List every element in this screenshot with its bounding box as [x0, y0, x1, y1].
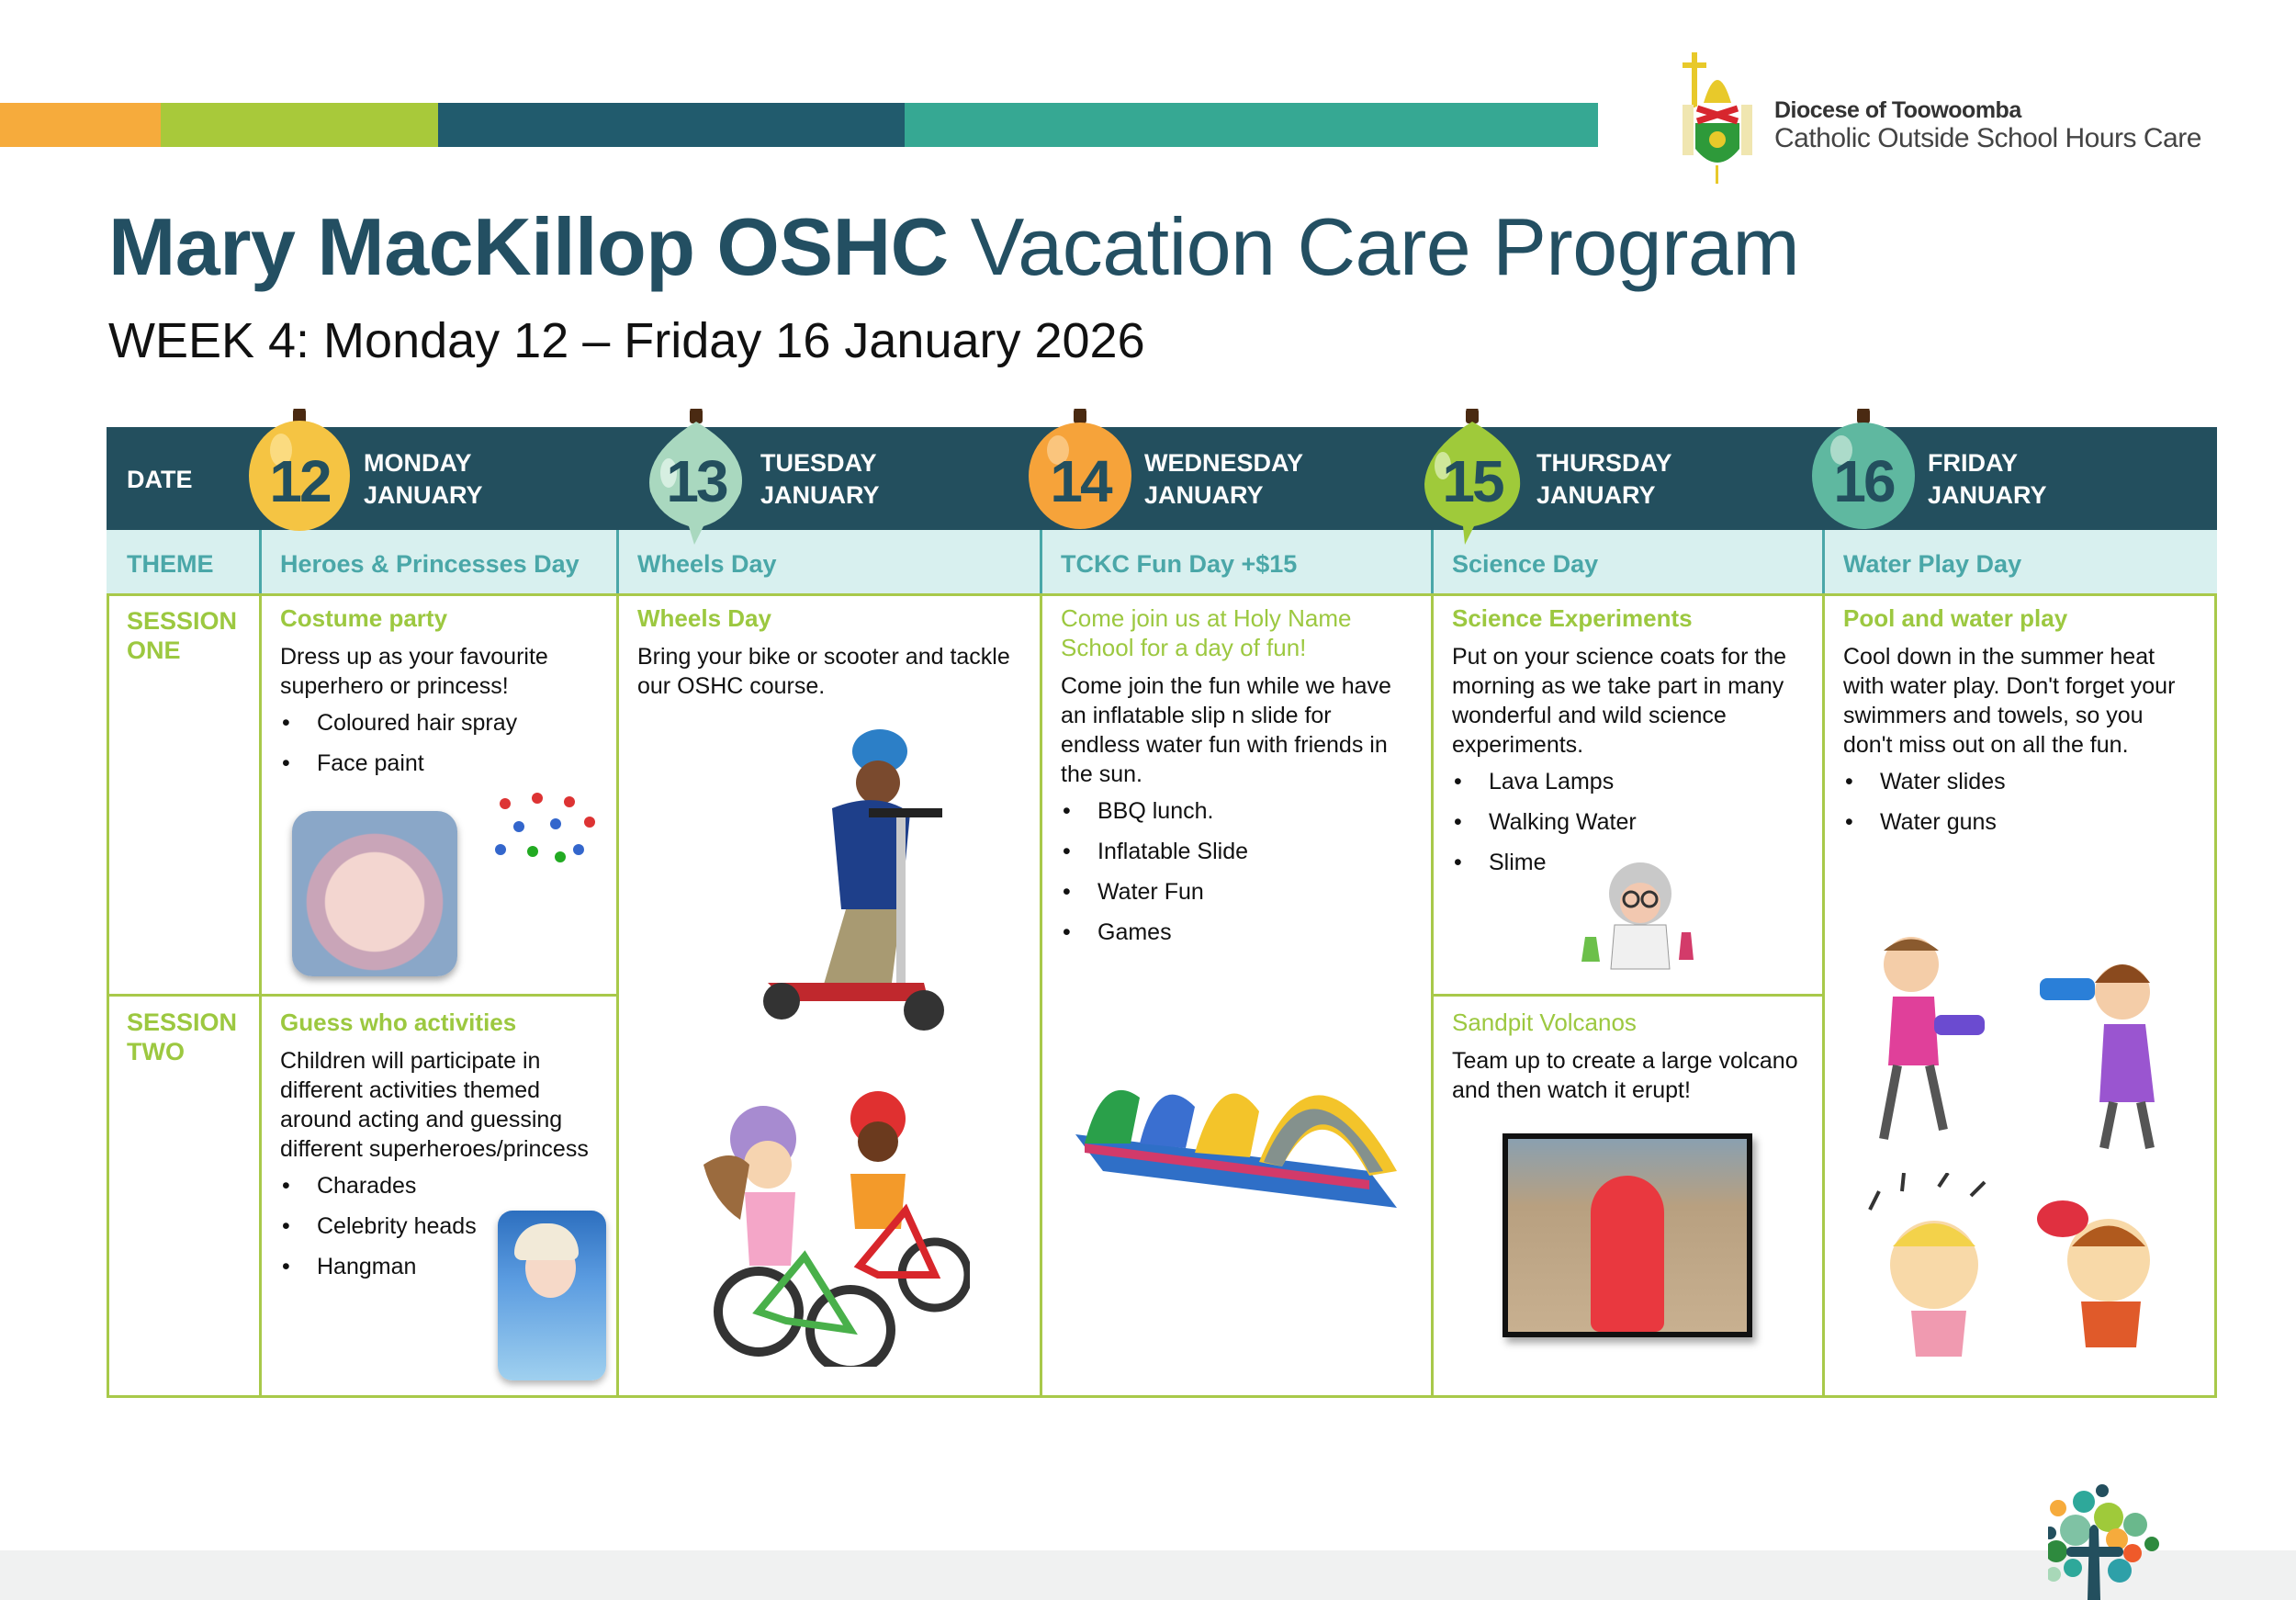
- list-item: • Hangman: [280, 1252, 602, 1281]
- day-name: [364, 447, 483, 512]
- list-item: • Water slides: [1843, 767, 2197, 796]
- scientist-clipart: [1567, 859, 1714, 974]
- divider: [1040, 530, 1042, 595]
- month: JANUARY: [1928, 481, 2047, 509]
- scooter-photo: [713, 726, 1016, 1038]
- divider: [1431, 530, 1434, 595]
- session-word: SESSION: [127, 607, 238, 635]
- activity-heading: Pool and water play: [1843, 604, 2068, 632]
- divider: [107, 593, 109, 1398]
- activity-description: Children will participate in different activities themed around acting and guessing different superheroes/princess: [280, 1048, 589, 1162]
- page-title: [108, 200, 1799, 294]
- month: JANUARY: [1144, 481, 1264, 509]
- month: JANUARY: [1536, 481, 1656, 509]
- activity-description: Dress up as your favourite superhero or princess!: [280, 644, 548, 699]
- friday-session-one: [1843, 603, 2197, 848]
- kids-bikes-clipart: [694, 1082, 970, 1367]
- wednesday-session-one: [1061, 603, 1401, 958]
- list-item: • BBQ lunch.: [1061, 796, 1401, 826]
- day-number: 12: [269, 448, 330, 514]
- face-paint-photo: [292, 811, 457, 976]
- superheroes-clipart: [487, 785, 602, 877]
- activity-list: [1843, 767, 2197, 837]
- theme-monday: Heroes & Princesses Day: [280, 550, 580, 578]
- session-number: TWO: [127, 1038, 185, 1065]
- monday-session-one: [280, 603, 602, 789]
- color-bar-green: [161, 103, 438, 147]
- session-one-label: [127, 606, 237, 665]
- activity-description: Put on your science coats for the morning as we take part in many wonderful and wild science experiments.: [1452, 644, 1787, 758]
- list-item: • Celebrity heads: [280, 1211, 602, 1241]
- divider: [1431, 593, 1434, 1398]
- list-item: • Slime: [1452, 848, 1801, 877]
- divider: [1431, 994, 1825, 997]
- day-name: [760, 447, 880, 512]
- title-bold: Mary MacKillop OSHC: [108, 201, 949, 292]
- divider: [616, 530, 619, 595]
- list-item: • Charades: [280, 1171, 602, 1200]
- activity-list: [280, 708, 602, 778]
- divider: [1040, 593, 1042, 1398]
- hair: [514, 1223, 579, 1260]
- theme-thursday: Science Day: [1452, 550, 1599, 578]
- weekday: TUESDAY: [760, 449, 877, 477]
- divider: [2214, 593, 2217, 1398]
- water-balloon-clipart: [1847, 1173, 2205, 1384]
- volcano-photo: [1503, 1133, 1752, 1337]
- activity-description: Cool down in the summer heat with water play. Don't forget your swimmers and towels, so you don't miss out on all the fun.: [1843, 644, 2176, 758]
- weekday: WEDNESDAY: [1144, 449, 1304, 477]
- list-item: • Coloured hair spray: [280, 708, 602, 738]
- day-number: 15: [1442, 448, 1503, 514]
- day-number: 13: [666, 448, 726, 514]
- day-number: 16: [1833, 448, 1894, 514]
- divider: [259, 530, 262, 595]
- water-guns-clipart: [1847, 928, 2205, 1157]
- activity-heading: Come join us at Holy Name School for a day of fun!: [1061, 604, 1352, 661]
- month: JANUARY: [364, 481, 483, 509]
- divider: [1822, 593, 1825, 1398]
- list-item: • Games: [1061, 918, 1401, 947]
- month: JANUARY: [760, 481, 880, 509]
- activity-list: [1061, 796, 1401, 947]
- color-bar-orange: [0, 103, 161, 147]
- logo-line-2: Catholic Outside School Hours Care: [1774, 123, 2201, 153]
- activity-heading: Costume party: [280, 604, 448, 632]
- session-number: ONE: [127, 637, 181, 664]
- title-rest: Vacation Care Program: [970, 201, 1800, 292]
- color-bar-teal: [905, 103, 1598, 147]
- footer-band: [0, 1550, 2296, 1600]
- list-item: • Walking Water: [1452, 807, 1801, 837]
- session-two-label: [127, 1008, 237, 1066]
- day-name: [1928, 447, 2047, 512]
- date-label: DATE: [127, 466, 193, 493]
- theme-wednesday: TCKC Fun Day +$15: [1061, 550, 1298, 578]
- day-name: [1144, 447, 1303, 512]
- princess-photo: [498, 1211, 606, 1380]
- activity-heading: Guess who activities: [280, 1008, 517, 1036]
- weekday: MONDAY: [364, 449, 472, 477]
- weekday: THURSDAY: [1536, 449, 1672, 477]
- list-item: • Water guns: [1843, 807, 2197, 837]
- color-bar-dark-teal: [438, 103, 905, 147]
- thursday-session-two: [1452, 1008, 1801, 1112]
- session-word: SESSION: [127, 1008, 238, 1036]
- day-number: 14: [1050, 448, 1110, 514]
- weekday: FRIDAY: [1928, 449, 2019, 477]
- theme-label: THEME: [127, 550, 214, 578]
- tuesday-session-one: [637, 603, 1023, 708]
- divider: [107, 593, 2217, 596]
- inflatable-slide-photo: [1066, 1033, 1415, 1231]
- tree-cross-logo-icon: [2048, 1451, 2213, 1600]
- list-item: • Water Fun: [1061, 877, 1401, 907]
- divider: [107, 1395, 2217, 1398]
- day-name: [1536, 447, 1672, 512]
- logo-line-1: Diocese of Toowoomba: [1774, 97, 2021, 123]
- activity-description: Come join the fun while we have an inflatable slip n slide for endless water fun with friends in the sun.: [1061, 673, 1391, 787]
- diocese-logo: [1671, 48, 2223, 186]
- divider: [259, 593, 262, 1398]
- theme-friday: Water Play Day: [1843, 550, 2022, 578]
- bishop-crest-icon: [1671, 48, 1763, 186]
- list-item: • Face paint: [280, 749, 602, 778]
- week-subtitle: WEEK 4: Monday 12 – Friday 16 January 2026: [108, 313, 1145, 368]
- thursday-session-one: [1452, 603, 1801, 888]
- divider: [107, 994, 619, 997]
- activity-description: Bring your bike or scooter and tackle our OSHC course.: [637, 644, 1010, 699]
- activity-description: Team up to create a large volcano and then watch it erupt!: [1452, 1048, 1798, 1103]
- activity-heading: Science Experiments: [1452, 604, 1693, 632]
- theme-tuesday: Wheels Day: [637, 550, 777, 578]
- divider: [1822, 530, 1825, 595]
- lava: [1591, 1176, 1664, 1332]
- program-table: [107, 427, 2217, 1398]
- activity-heading: Wheels Day: [637, 604, 771, 632]
- divider: [616, 593, 619, 1398]
- list-item: • Inflatable Slide: [1061, 837, 1401, 866]
- list-item: • Lava Lamps: [1452, 767, 1801, 796]
- activity-heading: Sandpit Volcanos: [1452, 1008, 1637, 1036]
